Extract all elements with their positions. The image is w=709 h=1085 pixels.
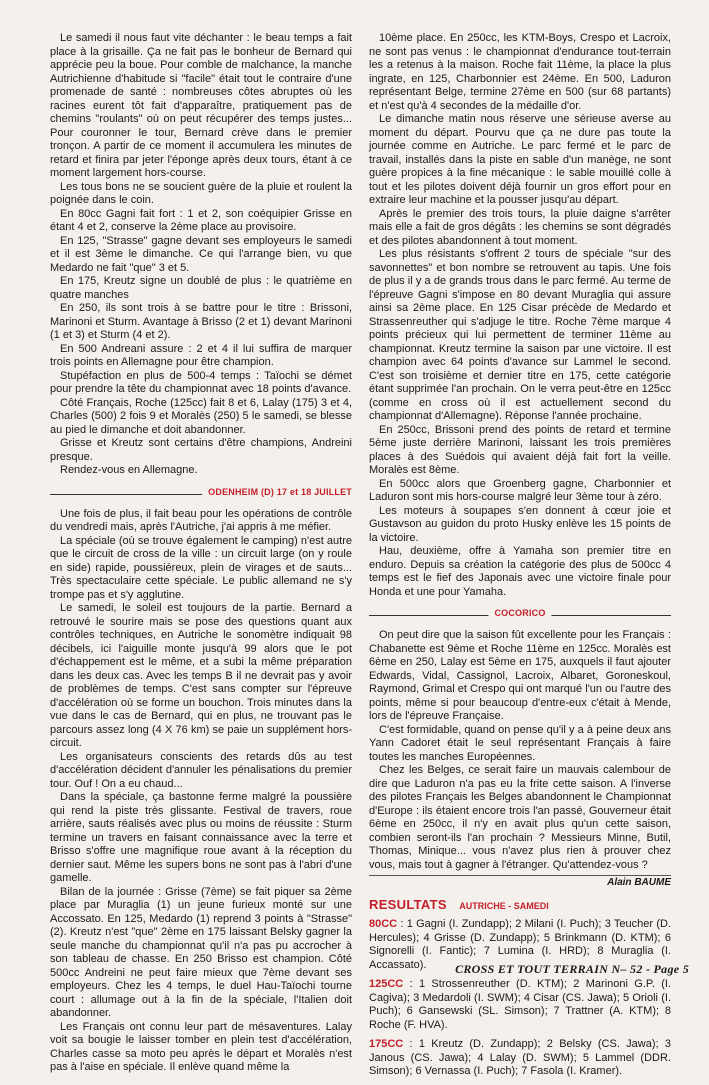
paragraph: Une fois de plus, il fait beau pour les opérations de contrôle du vendredi mais, après l'Autriche, j'ai appris à me méfier.	[50, 507, 352, 533]
result-text: : 1 Kreutz (D. Zundapp); 2 Belsky (CS. Jawa); 3 Janous (CS. Jawa); 4 Lalay (D. SWM); 5 Lammel (DDR. Simson); 6 Vernassa (I. Puch); 7 Fasola (I. Kramer).	[369, 1038, 671, 1077]
paragraph: En 500cc alors que Groenberg gagne, Charbonnier et Laduron sont mis hors-course malgré leur 3ème tour à zéro.	[369, 477, 671, 503]
paragraph: En 500 Andreani assure : 2 et 4 il lui suffira de marquer trois points en Allemagne pour être champion.	[50, 342, 352, 368]
paragraph: Stupéfaction en plus de 500-4 temps : Taïochi se démet pour prendre la tête du championnat avec 18 points d'avance.	[50, 369, 352, 395]
paragraph: Le samedi il nous faut vite déchanter : le beau temps a fait place à la grisaille. Ça ne fait pas le bonheur de Bernard qui apprécie peu la boue. Pour comble de malchance, la manche Autrichienne d'habitude si "facile" était tout le contraire d'une promenade de santé : nombreuses côtes abruptes où les racines eurent tôt fait d'apparaître, pratiquement pas de chemins "roulants" où on peut récupérer des temps justes... Pour couronner le tour, Bernard crève dans le premier tronçon. A partir de ce moment il accumulera les minutes de retard et finira par jeter l'éponge après deux tours, étant à ce moment largement hors-course.	[50, 32, 352, 179]
right-column	[369, 32, 671, 1085]
paragraph: Le dimanche matin nous réserve une sérieuse averse au moment du départ. Pourvu que ça ne dure pas toute la journée comme en Autriche. Le parc fermé et le parc de travail, installés dans la piste en sable d'un manège, ne sont guère propices à la fine mécanique : le sable mouillé colle à tout et les pilotes doivent déjà fournir un gros effort pour en extraire leur machine et la pousser jusqu'au départ.	[369, 113, 671, 206]
paragraph: En 250, ils sont trois à se battre pour le titre : Brissoni, Marinoni et Sturm. Avantage à Brisso (2 et 1) devant Marinoni (1 et 3) et Sturm (4 et 2).	[50, 302, 352, 341]
section-title: COCORICO	[488, 608, 551, 618]
right-paragraphs	[369, 32, 671, 599]
paragraph: Les plus résistants s'offrent 2 tours de spéciale "sur des savonnettes" et bon nombre se retrouvent au tapis. Une fois de plus il y a de grands trous dans le parc fermé. Au terme de l'épreuve Gagni s'impose en 80 devant Muraglia qui assure ainsi sa 2ème place. En 125 Cisar précède de Medardo et Strassenreuther qui s'adjuge le titre. Roche 7ème marque 4 points précieux qui lui permettent de terminer 11ème au championnat. Kreutz termine la saison par une victoire. Il est champion avec 64 points d'avance sur Lammel le second. C'est son troisième et dernier titre en 175, cette catégorie étant supprimée l'an prochain. On le verra peut-être en 125cc (comme en cross où il est actuellement second du championnat d'Allemagne). Réponse l'année prochaine.	[369, 248, 671, 422]
paragraph: C'est formidable, quand on pense qu'il y a à peine deux ans Yann Cadoret était le seul représentant Français à faire toutes les manches Européennes.	[369, 723, 671, 763]
paragraph: Le samedi, le soleil est toujours de la partie. Bernard a retrouvé le sourire mais se pose des questions quant aux contrôles techniques, en Autriche le sonomètre indiquait 98 décibels, ici l'aiguille monte jusqu'à 99 alors que le pot d'échappement est le même, et a subi la même préparation dans les deux cas. Avec les temps B il ne devrait pas y avoir de problèmes de temps. C'est sans compter sur l'épreuve d'accélération où se forme un bouchon. Trois minutes dans la vue dans le cas de Bernard, qui en plus, ne trouvant pas le parcours assez long (4 X 76 km) se paie un supplément hors-circuit.	[50, 602, 352, 749]
paragraph: Les Français ont connu leur part de mésaventures. Lalay voit sa bougie le laisser tomber en plein test d'accélération, Charles casse sa moto peu après le départ et Moralès n'est pas à l'aise en spéciale. Il enlève quand même la	[50, 1020, 352, 1073]
paragraph: On peut dire que la saison fût excellente pour les Français : Chabanette est 9ème et Roche 11ème en 125cc. Moralès est 6ème en 250, Lalay est 5ème en 175, auxquels il faut ajouter Edwards, Vidal, Cassignol, Lacroix, Albaret, Goroneskoul, Raymond, Grimal et Crespo qui ont marqué l'un ou l'autre des points, même si pour beaucoup d'entre-eux c'était à Mende, lors de l'épreuve Française.	[369, 629, 671, 722]
result-text: : 1 Gagni (I. Zundapp); 2 Milani (I. Puch); 3 Teucher (D. Hercules); 4 Grisse (D. Zundapp); 5 Brinkmann (D. KTM); 6 Signorelli (I. Fantic); 7 Lumina (I. HRD); 8 Muraglia (I. Accassato).	[369, 918, 671, 971]
results-header	[369, 896, 671, 914]
paragraph: Les moteurs à soupapes s'en donnent à cœur joie et Gustavson au guidon du proto Husky enlève les 15 points de la victoire.	[369, 504, 671, 544]
paragraph: En 80cc Gagni fait fort : 1 et 2, son coéquipier Grisse en étant 4 et 2, conserve la 2ème place au provisoire.	[50, 207, 352, 233]
section-header-cocorico	[369, 607, 671, 623]
paragraph: Côté Français, Roche (125cc) fait 8 et 6, Lalay (175) 3 et 4, Charles (500) 2 fois 9 et Moralès (250) 5 le samedi, se blesse au pied le dimanche et doit abandonner.	[50, 396, 352, 436]
page-footer: CROSS ET TOUT TERRAIN N– 52 - Page 5	[455, 962, 689, 976]
result-category: 80CC	[369, 918, 398, 930]
result-entry	[369, 1038, 671, 1079]
left-paragraphs-odenheim	[50, 508, 352, 1075]
paragraph: Après le premier des trois tours, la pluie daigne s'arrêter mais elle a fait de gros dégâts : les chemins se sont dégradés et des pilotes abandonnent à tout moment.	[369, 207, 671, 247]
result-category: 125CC	[369, 978, 404, 990]
paragraph: En 125, "Strasse" gagne devant ses employeurs le samedi et il est 3ème le dimanche. Ce qui l'arrange bien, vu que Medardo ne fait "que" 3 et 5.	[50, 234, 352, 274]
paragraph: En 250cc, Brissoni prend des points de retard et termine 5ème juste derrière Marinoni, laissant les trois premières places à des Suédois qui avaient déjà fait fort la veille. Moralès est 8ème.	[369, 423, 671, 476]
right-paragraphs-cocorico	[369, 629, 671, 872]
paragraph: Les organisateurs conscients des retards dûs au test d'accélération décident d'annuler les pénalisations du premier tour. Ouf ! On a eu chaud...	[50, 750, 352, 790]
paragraph: La spéciale (où se trouve également le camping) n'est autre que le circuit de cross de la ville : un circuit large (on y roule en side) rapide, poussiéreux, plein de virages et de sauts... Très spectaculaire cette spéciale. Le public allemand ne s'y trompe pas et s'y agglutine.	[50, 534, 352, 601]
results-list	[369, 918, 671, 1079]
result-text: : 1 Strossenreuther (D. KTM); 2 Marinoni G.P. (I. Cagiva); 3 Medardoli (I. SWM); 4 Cisar (CS. Jawa); 5 Orioli (I. Puch); 6 Gansewski (SL. Simson); 7 Trattner (A. KTM); 8 Roche (F. HVA).	[369, 978, 671, 1031]
result-entry	[369, 978, 671, 1032]
results-subtitle: AUTRICHE - SAMEDI	[459, 901, 549, 911]
paragraph: Hau, deuxième, offre à Yamaha son premier titre en enduro. Depuis sa création la catégorie des plus de 500cc 4 temps est le fief des Japonais avec une victoire finale pour Honda et une pour Yamaha.	[369, 545, 671, 598]
author-signature: Alain BAUME	[369, 875, 671, 888]
paragraph: 10ème place. En 250cc, les KTM-Boys, Crespo et Lacroix, ne sont pas venus : le championnat d'endurance tout-terrain les a retenus à la maison. Roche fait 11ème, la place la plus ingrate, en 125, Charbonnier est 24ème. En 500, Laduron représentant Belge, termine 27ème en 500 (sur 68 partants) et n'est qu'à 4 secondes de la médaille d'or.	[369, 32, 671, 112]
left-paragraphs	[50, 32, 352, 478]
paragraph: Les tous bons ne se soucient guère de la pluie et roulent la poignée dans le coin.	[50, 180, 352, 206]
left-column	[50, 32, 352, 1075]
paragraph: Bilan de la journée : Grisse (7ème) se fait piquer sa 2ème place par Muraglia (1) un jeune furieux monté sur une Accossato. En 125, Medardo (1) reprend 3 points à "Strasse" (2). Kreutz n'est "que" 2ème en 175 laissant Belsky gagner la seule manche du championnat qu'il n'a pas pu accrocher à son tableau de chasse. En 250 Brisso est champion. Côté 500cc Andreini ne peut faire mieux que 7ème devant ses employeurs. Chez les 4 temps, le duel Hau-Taïochi tourne court : allumage out à la fin de la spéciale, l'Italien doit abandonner.	[50, 885, 352, 1019]
paragraph: En 175, Kreutz signe un doublé de plus : le quatrième en quatre manches	[50, 275, 352, 301]
results-title: RESULTATS	[369, 897, 447, 912]
paragraph: Chez les Belges, ce serait faire un mauvais calembour de dire que Laduron n'a pas eu la frite cette saison. A l'inverse des pilotes Français les Belges abandonnent le Championnat d'Europe : ils étaient encore trois l'an passé, Gouverneur était 6ème en 250cc, il n'y en avait plus qu'un cette saison, combien seront-ils l'an prochain ? Messieurs Minne, Butil, Thomas, Minique... vous n'avez plus rien à prouver chez vous, mais tout à gagner à l'étranger. Qu'attendez-vous ?	[369, 764, 671, 871]
section-header-odenheim	[50, 486, 352, 502]
paragraph: Dans la spéciale, ça bastonne ferme malgré la poussière qui rend la piste très glissante. Festival de travers, roue arrière, sauts réalisés avec plus ou moins de réussite : Sturm termine un travers en faisant connaissance avec la terre et Brisso s'offre une magnifique roue avant à la réception du dernier saut. Même les supers bons ne sont pas à l'abri d'une gamelle.	[50, 791, 352, 884]
paragraph: Rendez-vous en Allemagne.	[60, 464, 198, 476]
section-title: ODENHEIM (D) 17 et 18 JUILLET	[202, 487, 352, 497]
result-category: 175CC	[369, 1038, 404, 1050]
paragraph: Grisse et Kreutz sont certains d'être champions, Andreini presque.	[50, 437, 352, 463]
